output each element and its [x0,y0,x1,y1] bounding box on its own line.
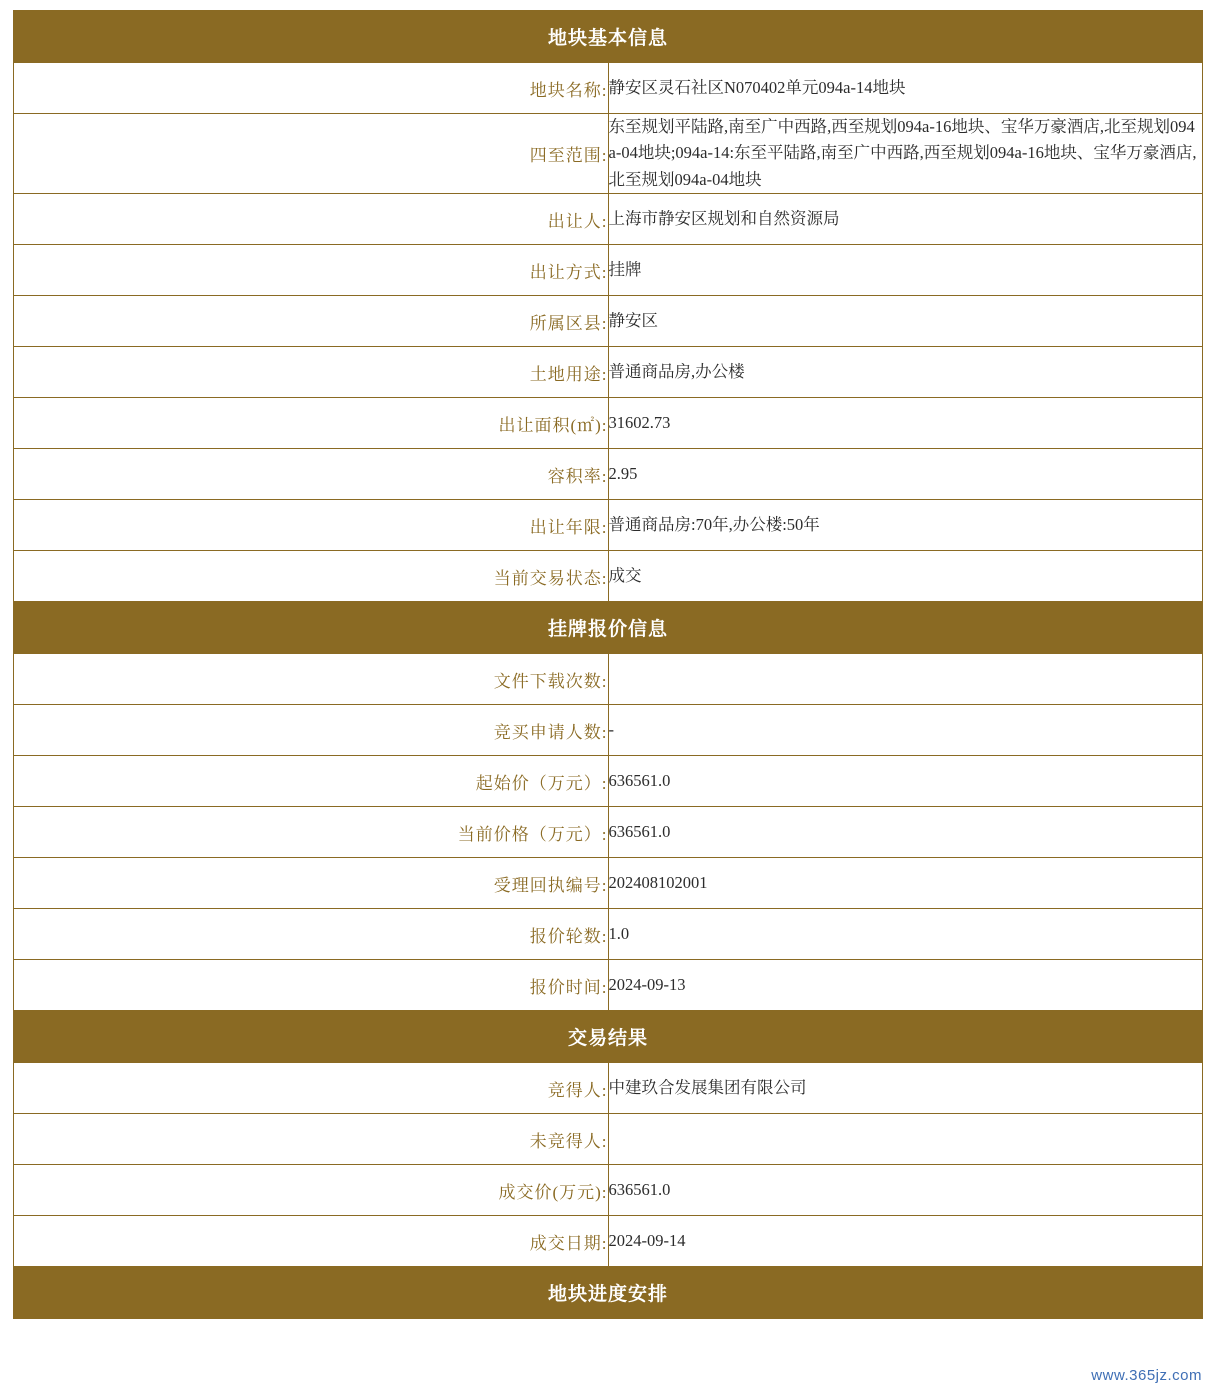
row-value: 636561.0 [608,756,1203,807]
row-label: 竞得人: [14,1063,609,1114]
section-header-listing-quote [14,602,1203,654]
section-header-transaction-result [14,1011,1203,1063]
row-value: 普通商品房:70年,办公楼:50年 [608,500,1203,551]
table-row [14,807,1203,858]
row-value: 中建玖合发展集团有限公司 [608,1063,1203,1114]
section-title: 地块基本信息 [14,11,1203,63]
table-row [14,245,1203,296]
row-value: 1.0 [608,909,1203,960]
table-row [14,194,1203,245]
section-header-basic-info [14,11,1203,63]
table-row [14,705,1203,756]
row-value: 636561.0 [608,1165,1203,1216]
section-title: 地块进度安排 [14,1267,1203,1319]
row-label: 报价时间: [14,960,609,1011]
row-label: 当前价格（万元）: [14,807,609,858]
row-value: 成交 [608,551,1203,602]
table-row [14,551,1203,602]
row-value: 普通商品房,办公楼 [608,347,1203,398]
row-value: 挂牌 [608,245,1203,296]
table-row [14,960,1203,1011]
section-title: 交易结果 [14,1011,1203,1063]
row-label: 所属区县: [14,296,609,347]
table-row [14,449,1203,500]
table-row [14,63,1203,114]
row-value: - [608,705,1203,756]
table-row [14,909,1203,960]
row-label: 出让人: [14,194,609,245]
row-value: 静安区灵石社区N070402单元094a-14地块 [608,63,1203,114]
row-value: 2.95 [608,449,1203,500]
row-value: 静安区 [608,296,1203,347]
row-value: 202408102001 [608,858,1203,909]
table-row [14,1114,1203,1165]
row-label: 出让年限: [14,500,609,551]
section-title: 挂牌报价信息 [14,602,1203,654]
row-label: 成交日期: [14,1216,609,1267]
table-row [14,1165,1203,1216]
land-parcel-table [13,10,1203,1319]
row-value: 东至规划平陆路,南至广中西路,西至规划094a-16地块、宝华万豪酒店,北至规划094a-04地块;094a-14:东至平陆路,南至广中西路,西至规划094a-16地块、宝华万豪酒店,北至规划094a-04地块 [608,114,1203,194]
table-body [14,11,1203,1319]
table-row [14,756,1203,807]
row-label: 报价轮数: [14,909,609,960]
row-value [608,1114,1203,1165]
row-label: 竞买申请人数: [14,705,609,756]
row-value: 31602.73 [608,398,1203,449]
row-label: 未竞得人: [14,1114,609,1165]
row-value: 上海市静安区规划和自然资源局 [608,194,1203,245]
table-row [14,296,1203,347]
row-label: 四至范围: [14,114,609,194]
table-row [14,654,1203,705]
row-value: 636561.0 [608,807,1203,858]
row-value [608,654,1203,705]
row-value: 2024-09-13 [608,960,1203,1011]
row-label: 当前交易状态: [14,551,609,602]
row-label: 文件下载次数: [14,654,609,705]
table-row [14,398,1203,449]
row-label: 受理回执编号: [14,858,609,909]
row-label: 起始价（万元）: [14,756,609,807]
row-label: 容积率: [14,449,609,500]
row-value: 2024-09-14 [608,1216,1203,1267]
table-row [14,114,1203,194]
site-watermark: www.365jz.com [1091,1367,1202,1384]
row-label: 土地用途: [14,347,609,398]
row-label: 成交价(万元): [14,1165,609,1216]
row-label: 地块名称: [14,63,609,114]
table-row [14,500,1203,551]
table-row [14,347,1203,398]
table-row [14,1063,1203,1114]
row-label: 出让方式: [14,245,609,296]
table-row [14,1216,1203,1267]
table-row [14,858,1203,909]
row-label: 出让面积(㎡): [14,398,609,449]
land-parcel-detail-page [0,10,1216,1388]
section-header-progress-schedule [14,1267,1203,1319]
